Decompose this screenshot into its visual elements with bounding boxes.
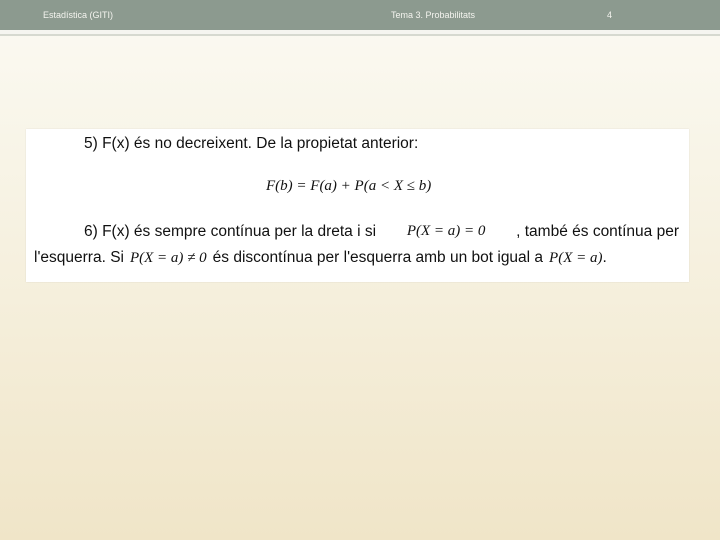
course-title: Estadística (GITI) [43, 10, 114, 20]
monotonic-formula: F(b) = F(a) + P(a < X ≤ b) [266, 178, 432, 194]
discontinuity-text-end: . [602, 249, 607, 266]
nonzero-probability-formula: P(X = a) ≠ 0 [129, 250, 207, 266]
discontinuity-text-start: l'esquerra. Si [34, 249, 124, 266]
property-6-line [84, 223, 679, 241]
property-6-text-end: , també és contínua per [516, 223, 679, 240]
page-number: 4 [607, 10, 613, 20]
slide-header [0, 0, 720, 30]
property-5-text: 5) F(x) és no decreixent. De la propietat anterior: [84, 135, 419, 152]
discontinuity-text-middle: és discontínua per l'esquerra amb un bot igual a [212, 249, 544, 266]
jump-size-formula: P(X = a) [549, 250, 603, 266]
header-divider-shadow [0, 34, 720, 36]
content-panel [26, 129, 689, 282]
zero-probability-formula: P(X = a) = 0 [406, 223, 486, 239]
topic-title: Tema 3. Probabilitats [391, 10, 476, 20]
property-6-text-start: 6) F(x) és sempre contínua per la dreta i si [84, 223, 377, 240]
discontinuity-line [34, 249, 607, 267]
